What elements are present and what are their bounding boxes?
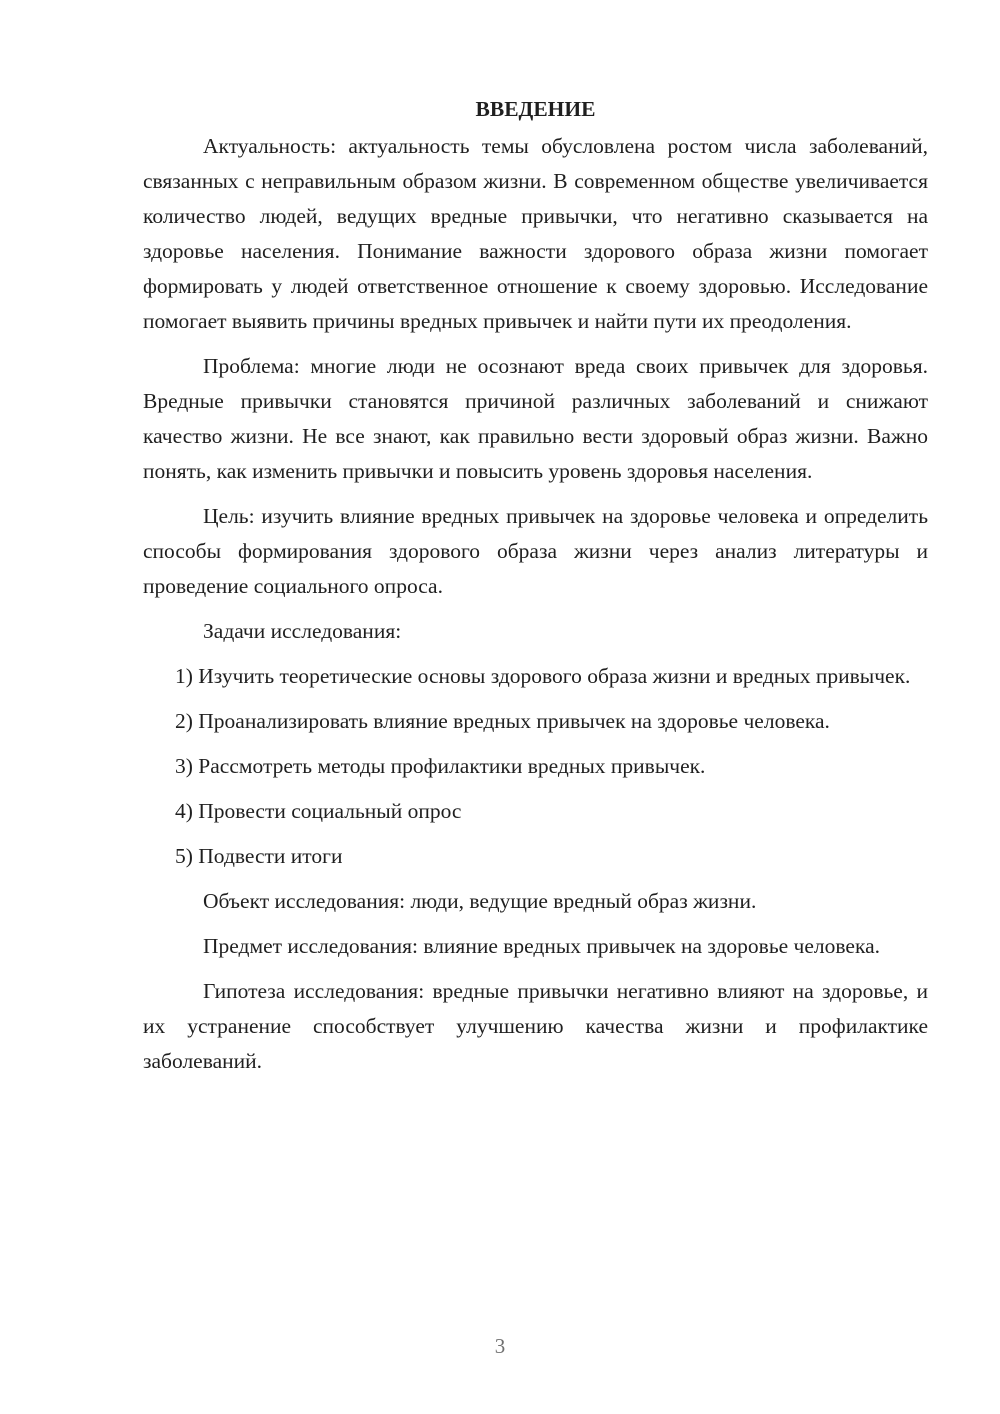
- task-item-5: 5) Подвести итоги: [175, 844, 343, 868]
- relevance-paragraph: Актуальность: актуальность темы обусловлена ростом числа заболеваний, связанных с неправильным образом жизни. В современном обществе увеличивается количество людей, ведущих вредные привычки, что негативно сказывается на здоровье населения. Понимание важности здорового образа жизни помогает формировать у людей ответственное отношение к своему здоровью. Исследование помогает выявить причины вредных привычек и найти пути их преодоления.: [143, 134, 928, 333]
- task-item-1: 1) Изучить теоретические основы здорового образа жизни и вредных привычек.: [175, 664, 911, 688]
- task-item-3: 3) Рассмотреть методы профилактики вредных привычек.: [175, 754, 706, 778]
- object-paragraph: Объект исследования: люди, ведущие вредный образ жизни.: [203, 889, 757, 913]
- subject-paragraph: Предмет исследования: влияние вредных привычек на здоровье человека.: [203, 934, 880, 958]
- problem-paragraph: Проблема: многие люди не осознают вреда своих привычек для здоровья. Вредные привычки становятся причиной различных заболеваний и снижают качество жизни. Не все знают, как правильно вести здоровый образ жизни. Важно понять, как изменить привычки и повысить уровень здоровья населения.: [143, 354, 928, 483]
- page-title: ВВЕДЕНИЕ: [475, 97, 596, 121]
- document-page: [143, 92, 928, 1089]
- task-item-2: 2) Проанализировать влияние вредных привычек на здоровье человека.: [175, 709, 830, 733]
- task-item-4: 4) Провести социальный опрос: [175, 799, 462, 823]
- page-number: 3: [494, 1334, 506, 1358]
- tasks-heading: Задачи исследования:: [203, 619, 402, 643]
- hypothesis-paragraph: Гипотеза исследования: вредные привычки негативно влияют на здоровье, и их устранение способствует улучшению качества жизни и профилактике заболеваний.: [143, 979, 928, 1073]
- goal-paragraph: Цель: изучить влияние вредных привычек на здоровье человека и определить способы формирования здорового образа жизни через анализ литературы и проведение социального опроса.: [143, 504, 928, 598]
